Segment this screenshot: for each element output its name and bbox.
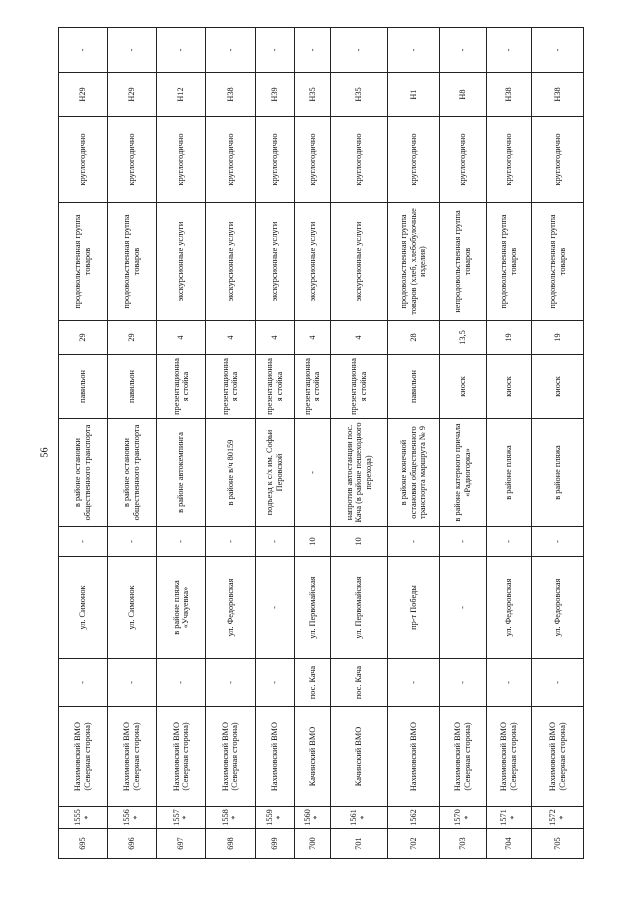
district-cell: Нахимовский ВМО (Северная сторона) [532, 707, 584, 807]
period-cell: круглогодично [388, 117, 440, 203]
house-number-cell: - [532, 527, 584, 557]
row-number-cell: 696 [107, 829, 157, 859]
object-number-cell: 1559* [255, 807, 295, 829]
object-number-cell: 1555* [59, 807, 108, 829]
object-number-cell: 1560* [295, 807, 330, 829]
object-type-cell: презентационная стойка [157, 355, 206, 419]
period-cell: круглогодично [330, 117, 388, 203]
scheme-code-cell: Н29 [107, 73, 157, 117]
object-type-cell: павильон [107, 355, 157, 419]
settlement-cell: - [440, 659, 487, 707]
district-cell: Нахимовский ВМО (Северная сторона) [440, 707, 487, 807]
object-type-cell: павильон [59, 355, 108, 419]
district-cell: Качинский ВМО [295, 707, 330, 807]
area-cell: 19 [532, 321, 584, 355]
area-cell: 4 [157, 321, 206, 355]
object-number-cell: 1556* [107, 807, 157, 829]
district-cell: Нахимовский ВМО (Северная сторона) [107, 707, 157, 807]
district-cell: Нахимовский ВМО (Северная сторона) [205, 707, 255, 807]
row-number-cell: 700 [295, 829, 330, 859]
period-cell: круглогодично [59, 117, 108, 203]
area-cell: 13,5 [440, 321, 487, 355]
street-cell: ул. Федоровская [205, 557, 255, 659]
period-cell: круглогодично [107, 117, 157, 203]
area-cell: 29 [59, 321, 108, 355]
house-number-cell: - [157, 527, 206, 557]
table-row [440, 28, 487, 859]
notes-cell: - [157, 28, 206, 73]
object-number-cell: 1561* [330, 807, 388, 829]
specialization-cell: непродовольственная группа товаров [440, 203, 487, 321]
page-number: 56 [39, 447, 51, 457]
specialization-cell: экскурсионные услуги [157, 203, 206, 321]
district-cell: Нахимовский ВМО (Северная сторона) [59, 707, 108, 807]
district-cell: Нахимовский ВМО (Северная сторона) [157, 707, 206, 807]
table-row [205, 28, 255, 859]
row-number-cell: 701 [330, 829, 388, 859]
street-cell: ул. Первомайская [330, 557, 388, 659]
specialization-cell: экскурсионные услуги [295, 203, 330, 321]
notes-cell: - [255, 28, 295, 73]
period-cell: круглогодично [205, 117, 255, 203]
district-cell: Качинский ВМО [330, 707, 388, 807]
object-number-cell: 1562 [388, 807, 440, 829]
scheme-code-cell: Н38 [532, 73, 584, 117]
street-cell: ул. Симонок [59, 557, 108, 659]
period-cell: круглогодично [157, 117, 206, 203]
area-cell: 19 [486, 321, 532, 355]
district-cell: Нахимовский ВМО [255, 707, 295, 807]
location-description-cell: в районе остановки общественного транспорта [107, 419, 157, 527]
notes-cell: - [440, 28, 487, 73]
location-description-cell: в районе пляжа [532, 419, 584, 527]
settlement-cell: - [255, 659, 295, 707]
settlement-cell: пос. Кача [330, 659, 388, 707]
table-row [295, 28, 330, 859]
notes-cell: - [205, 28, 255, 73]
row-number-cell: 705 [532, 829, 584, 859]
location-description-cell: в районе пляжа [486, 419, 532, 527]
house-number-cell: - [205, 527, 255, 557]
scheme-code-cell: Н29 [59, 73, 108, 117]
notes-cell: - [532, 28, 584, 73]
row-number-cell: 695 [59, 829, 108, 859]
district-cell: Нахимовский ВМО [388, 707, 440, 807]
table-row [532, 28, 584, 859]
house-number-cell: - [388, 527, 440, 557]
specialization-cell: экскурсионные услуги [205, 203, 255, 321]
notes-cell: - [486, 28, 532, 73]
object-number-cell: 1557* [157, 807, 206, 829]
object-type-cell: киоск [440, 355, 487, 419]
street-cell: пр-т Победы [388, 557, 440, 659]
row-number-cell: 702 [388, 829, 440, 859]
house-number-cell: 10 [295, 527, 330, 557]
scheme-code-cell: Н8 [440, 73, 487, 117]
specialization-cell: продовольственная группа товаров [532, 203, 584, 321]
house-number-cell: - [440, 527, 487, 557]
settlement-cell: - [59, 659, 108, 707]
location-description-cell: - [295, 419, 330, 527]
object-number-cell: 1570* [440, 807, 487, 829]
street-cell: ул. Федоровская [486, 557, 532, 659]
specialization-cell: продовольственная группа товаров [486, 203, 532, 321]
row-number-cell: 698 [205, 829, 255, 859]
street-cell: в районе пляжа «Учкуевка» [157, 557, 206, 659]
settlement-cell: - [107, 659, 157, 707]
area-cell: 4 [330, 321, 388, 355]
object-number-cell: 1571* [486, 807, 532, 829]
table-row [157, 28, 206, 859]
scheme-code-cell: Н35 [295, 73, 330, 117]
scheme-code-cell: Н1 [388, 73, 440, 117]
settlement-cell: - [486, 659, 532, 707]
table-wrapper [58, 28, 584, 859]
row-number-cell: 697 [157, 829, 206, 859]
street-cell: ул. Первомайская [295, 557, 330, 659]
row-number-cell: 699 [255, 829, 295, 859]
trade-objects-table [58, 27, 584, 859]
notes-cell: - [388, 28, 440, 73]
table-row [388, 28, 440, 859]
street-cell: - [255, 557, 295, 659]
table-row [255, 28, 295, 859]
settlement-cell: - [205, 659, 255, 707]
house-number-cell: - [255, 527, 295, 557]
house-number-cell: - [107, 527, 157, 557]
table-row [107, 28, 157, 859]
settlement-cell: пос. Кача [295, 659, 330, 707]
object-number-cell: 1558* [205, 807, 255, 829]
period-cell: круглогодично [255, 117, 295, 203]
table-row [330, 28, 388, 859]
street-cell: ул. Федоровская [532, 557, 584, 659]
location-description-cell: напротив автостанции пос. Кача (в районе пешеходного перехода) [330, 419, 388, 527]
house-number-cell: - [59, 527, 108, 557]
house-number-cell: - [486, 527, 532, 557]
row-number-cell: 704 [486, 829, 532, 859]
notes-cell: - [330, 28, 388, 73]
table-row [486, 28, 532, 859]
table-row [59, 28, 108, 859]
location-description-cell: в районе конечной остановки общественного транспорта маршрута № 9 [388, 419, 440, 527]
notes-cell: - [295, 28, 330, 73]
area-cell: 29 [107, 321, 157, 355]
scheme-code-cell: Н38 [486, 73, 532, 117]
location-description-cell: в районе автокемпинга [157, 419, 206, 527]
scheme-code-cell: Н38 [205, 73, 255, 117]
street-cell: ул. Симонок [107, 557, 157, 659]
area-cell: 28 [388, 321, 440, 355]
object-type-cell: киоск [486, 355, 532, 419]
specialization-cell: продовольственная группа товаров (хлеб, хлебобулочные изделия) [388, 203, 440, 321]
object-type-cell: презентационная стойка [295, 355, 330, 419]
notes-cell: - [59, 28, 108, 73]
row-number-cell: 703 [440, 829, 487, 859]
notes-cell: - [107, 28, 157, 73]
district-cell: Нахимовский ВМО (Северная сторона) [486, 707, 532, 807]
object-type-cell: презентационная стойка [330, 355, 388, 419]
area-cell: 4 [205, 321, 255, 355]
period-cell: круглогодично [440, 117, 487, 203]
period-cell: круглогодично [486, 117, 532, 203]
specialization-cell: продовольственная группа товаров [59, 203, 108, 321]
house-number-cell: 10 [330, 527, 388, 557]
area-cell: 4 [295, 321, 330, 355]
object-type-cell: презентационная стойка [255, 355, 295, 419]
area-cell: 4 [255, 321, 295, 355]
street-cell: - [440, 557, 487, 659]
period-cell: круглогодично [532, 117, 584, 203]
settlement-cell: - [532, 659, 584, 707]
settlement-cell: - [388, 659, 440, 707]
specialization-cell: продовольственная группа товаров [107, 203, 157, 321]
location-description-cell: в районе катерного причала «Радиогорка» [440, 419, 487, 527]
object-type-cell: павильон [388, 355, 440, 419]
settlement-cell: - [157, 659, 206, 707]
location-description-cell: подъезд к с/х им. Софьи Перовской [255, 419, 295, 527]
period-cell: круглогодично [295, 117, 330, 203]
specialization-cell: экскурсионные услуги [330, 203, 388, 321]
object-type-cell: киоск [532, 355, 584, 419]
scheme-code-cell: Н12 [157, 73, 206, 117]
scheme-code-cell: Н39 [255, 73, 295, 117]
object-number-cell: 1572* [532, 807, 584, 829]
location-description-cell: в районе в/ч 80159 [205, 419, 255, 527]
location-description-cell: в районе остановки общественного транспорта [59, 419, 108, 527]
object-type-cell: презентационная стойка [205, 355, 255, 419]
specialization-cell: экскурсионные услуги [255, 203, 295, 321]
scheme-code-cell: Н35 [330, 73, 388, 117]
table-body [59, 28, 584, 859]
